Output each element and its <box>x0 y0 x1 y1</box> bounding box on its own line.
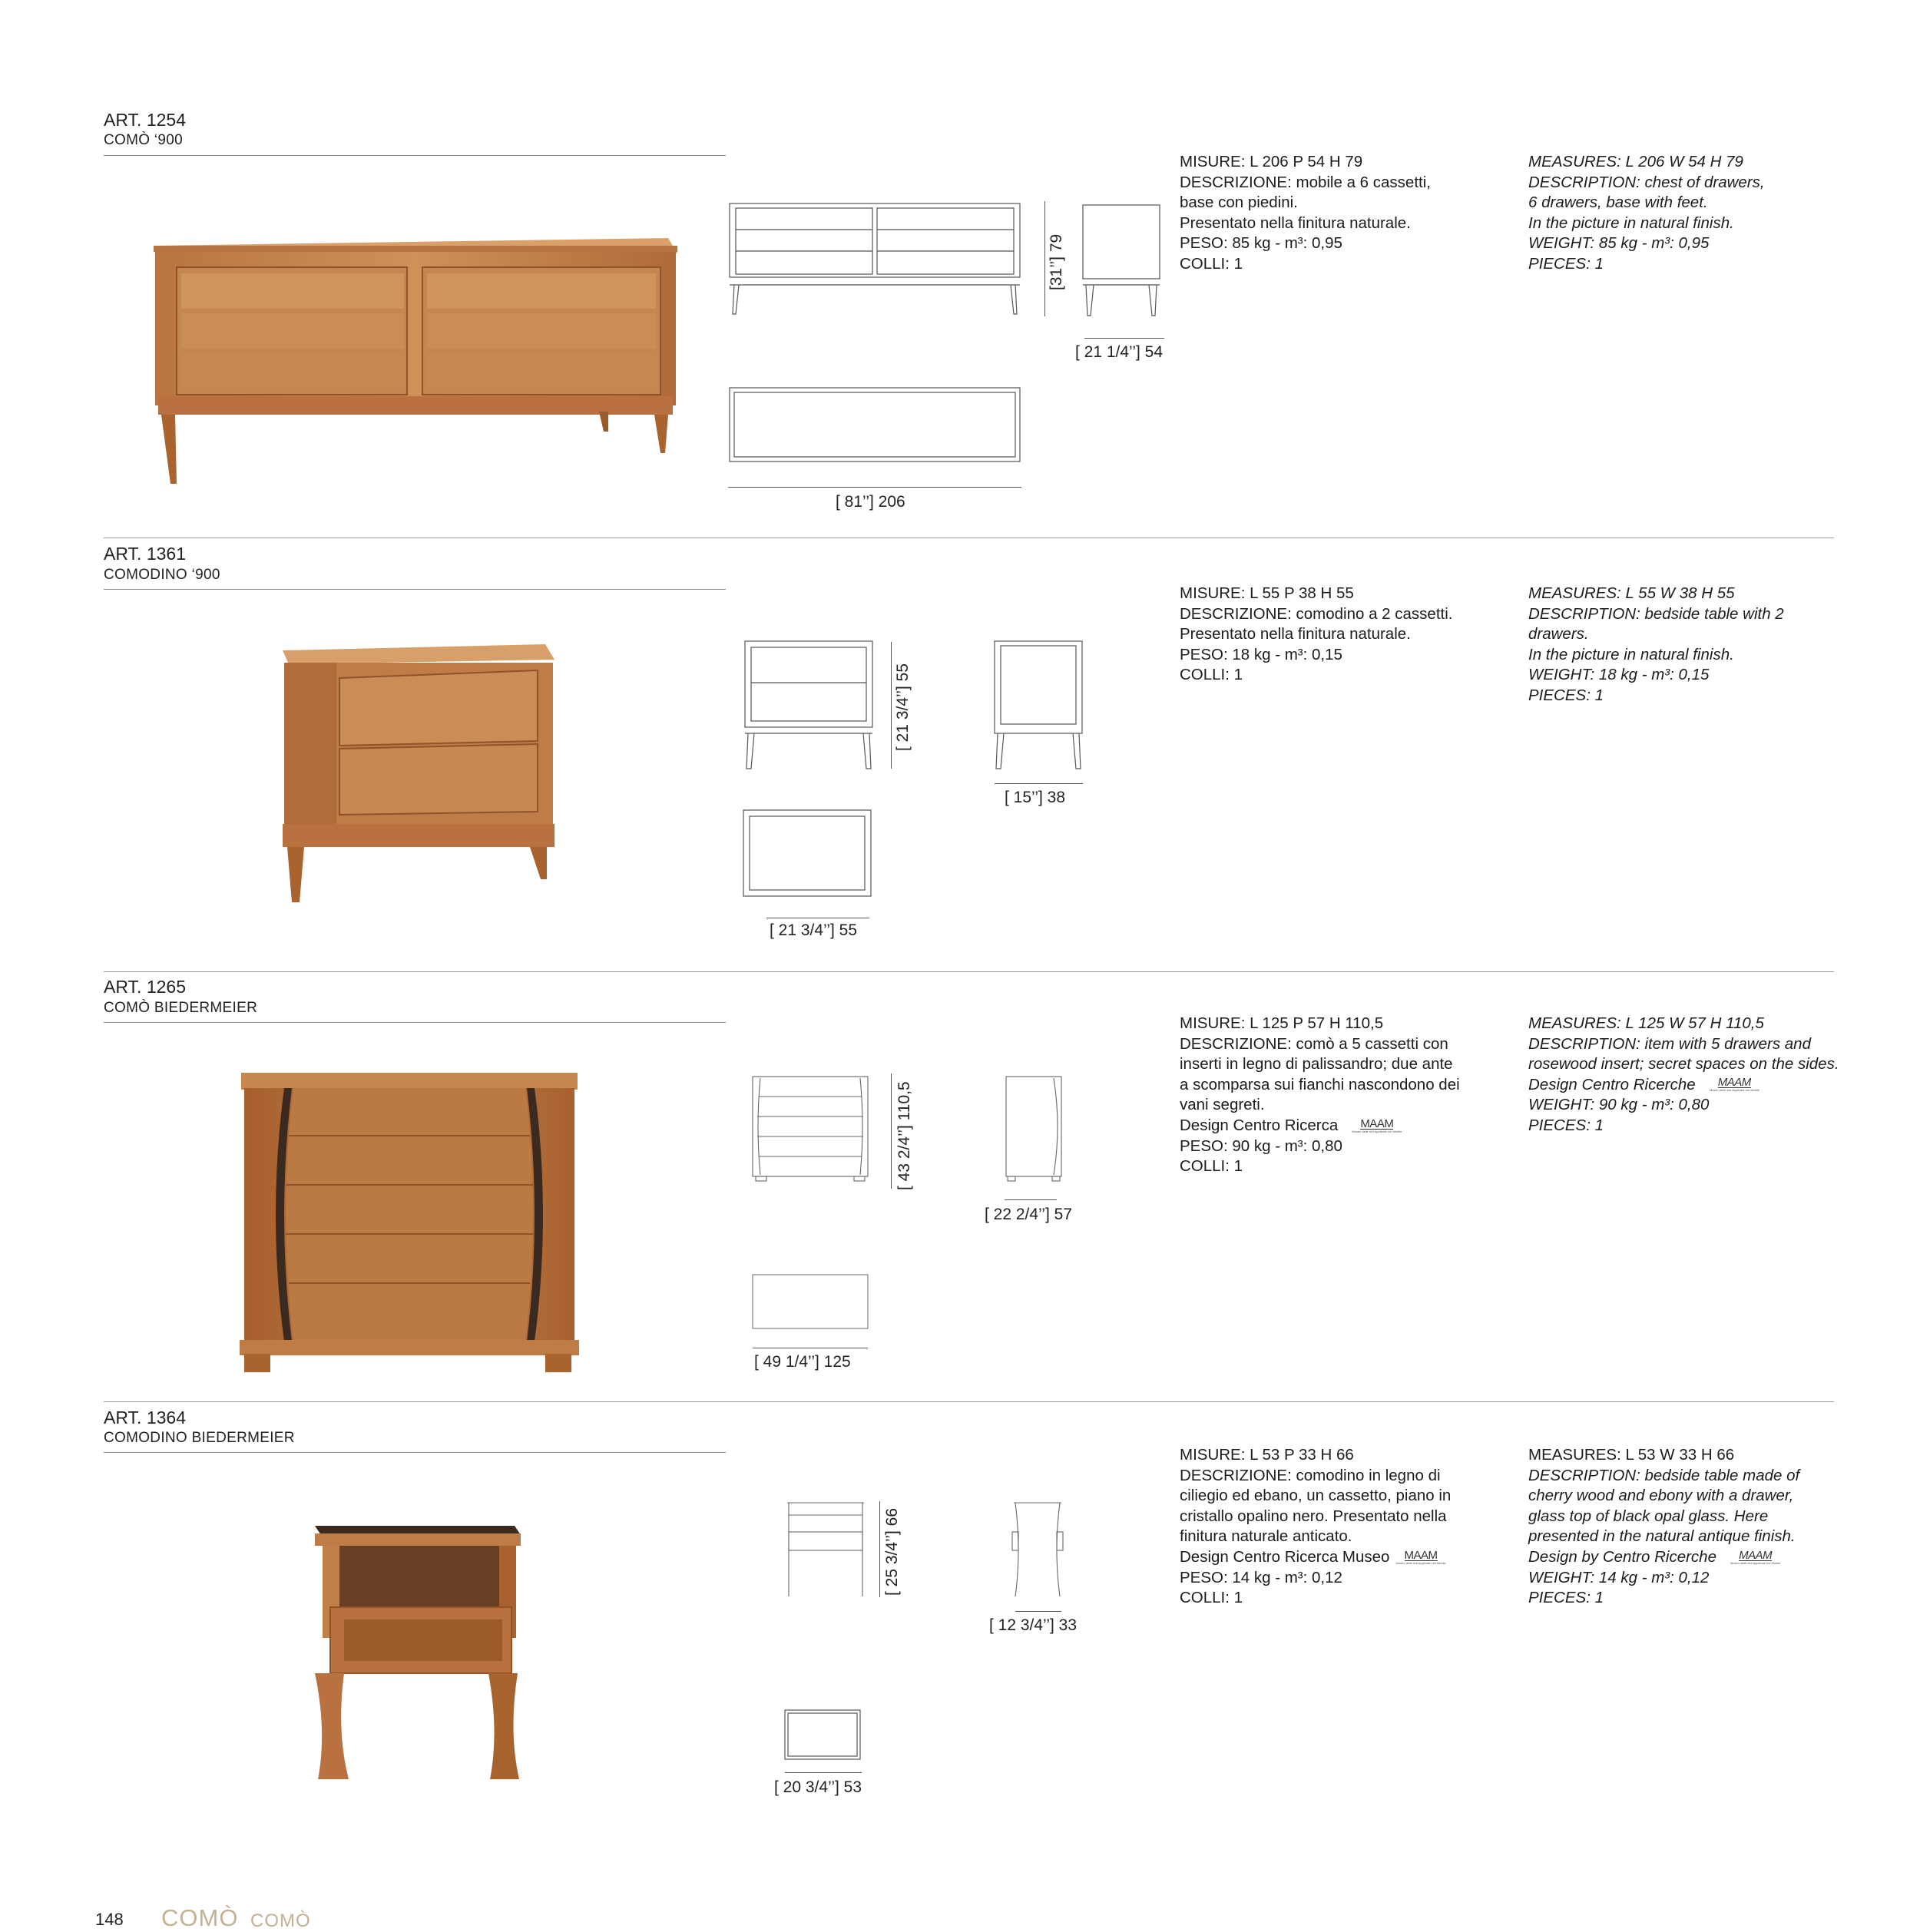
drawing-side-1361 <box>995 641 1087 772</box>
spec-english: MEASURES: L 125 W 57 H 110,5 DESCRIPTION: item with 5 drawers and rosewood insert; secret spaces on the sides. Design Centro Ricerche MAAM Museo delle Arti Applicate nel Mobile WEIGHT: 90 kg - m³: 0,80 PIECES: 1 <box>1528 1014 1839 1134</box>
depth-line <box>1015 1611 1061 1612</box>
product-photo-nightstand-1364 <box>307 1524 526 1781</box>
height-line <box>879 1501 880 1597</box>
spec-english: MEASURES: L 206 W 54 H 79 DESCRIPTION: chest of drawers, 6 drawers, base with feet. In the picture in natural finish. WEIGHT: 85 kg - m³: 0,95 PIECES: 1 <box>1528 153 1765 273</box>
drawing-front-1265 <box>753 1075 876 1183</box>
section-divider <box>104 971 1834 972</box>
article-code: ART. 1265 <box>104 977 186 997</box>
height-dimension: [ 25 3/4’’] 66 <box>883 1507 901 1596</box>
depth-dimension: [ 22 2/4’’] 57 <box>985 1206 1073 1223</box>
drawing-front-1364 <box>787 1501 872 1601</box>
article-name: COMÒ BIEDERMEIER <box>104 1000 258 1016</box>
drawing-top-1364 <box>783 1709 864 1762</box>
drawing-front-1254 <box>730 202 1029 317</box>
header-rule <box>104 155 726 156</box>
category-title: COMÒ <box>161 1904 239 1931</box>
maam-logo: MAAM Museo delle Arti Applicate nel Mobile <box>1352 1117 1402 1133</box>
depth-dimension: [ 12 3/4’’] 33 <box>989 1616 1078 1634</box>
height-line <box>891 642 892 769</box>
spec-italian: MISURE: L 206 P 54 H 79 DESCRIZIONE: mobile a 6 cassetti, base con piedini. Presentato nella finitura naturale. PESO: 85 kg - m³: 0,95 COLLI: 1 <box>1180 153 1431 273</box>
header-rule <box>104 1452 726 1453</box>
depth-dimension: [ 21 1/4’’] 54 <box>1075 343 1164 361</box>
article-code: ART. 1364 <box>104 1408 186 1427</box>
width-line <box>728 487 1021 488</box>
article-code: ART. 1361 <box>104 544 186 564</box>
spec-italian: MISURE: L 55 P 38 H 55 DESCRIZIONE: comodino a 2 cassetti. Presentato nella finitura naturale. PESO: 18 kg - m³: 0,15 COLLI: 1 <box>1180 584 1453 684</box>
depth-line <box>995 783 1083 784</box>
width-line <box>785 1772 862 1773</box>
drawing-top-1254 <box>730 388 1023 465</box>
width-dimension: [ 21 3/4’’] 55 <box>770 921 858 939</box>
drawing-top-1265 <box>753 1275 872 1332</box>
category-subtitle: COMÒ <box>250 1910 311 1931</box>
spec-english: MEASURES: L 53 W 33 H 66 DESCRIPTION: bedside table made of cherry wood and ebony with a drawer, glass top of black opal glass. Here presented in the natural antique finish. Design by Centro Ricerche MAAM Museo delle Arti Applicate nel Mobile WEIGHT: 14 kg - m³: 0,12 PIECES: 1 <box>1528 1446 1800 1607</box>
drawing-side-1254 <box>1083 203 1167 319</box>
height-line <box>891 1074 892 1189</box>
spec-italian: MISURE: L 53 P 33 H 66 DESCRIZIONE: comodino in legno di ciliegio ed ebano, un cassetto, piano in cristallo opalino nero. Presentato nella finitura naturale anticato. Design Centro Ricerca Museo MAAM Museo delle Arti Applicate nel Mobile PESO: 14 kg - m³: 0,12 COLLI: 1 <box>1180 1446 1452 1607</box>
width-dimension: [ 49 1/4’’] 125 <box>754 1353 851 1371</box>
drawing-side-1364 <box>1012 1501 1066 1601</box>
depth-line <box>1005 1199 1057 1200</box>
maam-logo: MAAM Museo delle Arti Applicate nel Mobile <box>1709 1076 1759 1093</box>
height-dimension: [ 21 3/4’’] 55 <box>894 663 912 751</box>
height-dimension: [31’’] 79 <box>1048 233 1065 290</box>
section-divider <box>104 1401 1834 1402</box>
product-photo-chest-1254 <box>146 230 684 484</box>
drawing-front-1361 <box>745 641 876 772</box>
article-name: COMODINO BIEDERMEIER <box>104 1430 295 1446</box>
width-dimension: [ 20 3/4’’] 53 <box>774 1778 862 1796</box>
maam-logo: MAAM Museo delle Arti Applicate nel Mobile <box>1730 1548 1781 1565</box>
height-dimension: [ 43 2/4’’] 110,5 <box>895 1081 913 1190</box>
spec-italian: MISURE: L 125 P 57 H 110,5 DESCRIZIONE: comò a 5 cassetti con inserti in legno di palissandro; due ante a scomparsa sui fianchi nascondono dei vani segreti. Design Centro Ricerca MAAM Museo delle Arti Applicate nel Mobile PESO: 90 kg - m³: 0,80 COLLI: 1 <box>1180 1014 1460 1176</box>
height-line <box>1044 201 1045 316</box>
product-photo-chest-1265 <box>238 1071 580 1375</box>
article-name: COMODINO ‘900 <box>104 567 220 583</box>
depth-dimension: [ 15’’] 38 <box>1005 789 1066 806</box>
depth-line <box>1084 338 1164 339</box>
article-code: ART. 1254 <box>104 110 186 130</box>
drawing-side-1265 <box>1005 1075 1066 1183</box>
width-dimension: [ 81’’] 206 <box>836 493 905 511</box>
header-rule <box>104 589 726 590</box>
maam-logo: MAAM Museo delle Arti Applicate nel Mobile <box>1395 1548 1446 1565</box>
header-rule <box>104 1022 726 1023</box>
product-photo-nightstand-1361 <box>276 641 561 906</box>
drawing-top-1361 <box>743 810 874 902</box>
spec-english: MEASURES: L 55 W 38 H 55 DESCRIPTION: bedside table with 2 drawers. In the picture in natural finish. WEIGHT: 18 kg - m³: 0,15 PIECES: 1 <box>1528 584 1784 704</box>
article-name: COMÒ ‘900 <box>104 132 184 148</box>
page-number: 148 <box>95 1910 124 1929</box>
